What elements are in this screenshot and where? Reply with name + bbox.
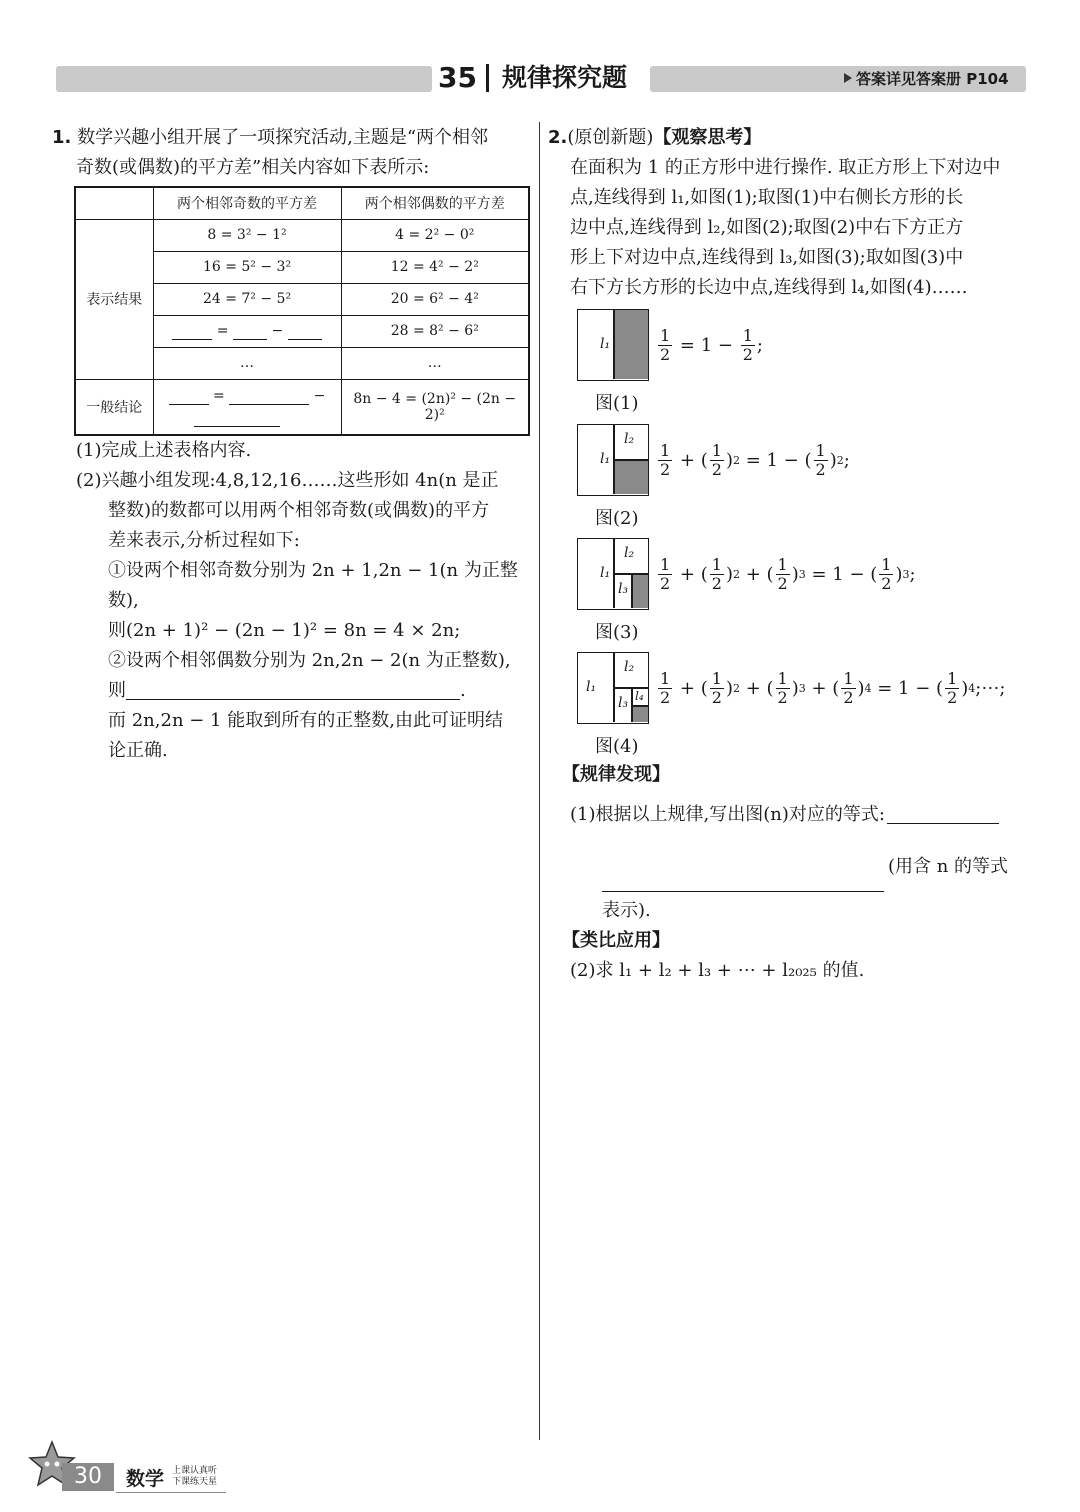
answer-blank-2[interactable] xyxy=(602,868,884,898)
answer-reference: 答案详见答案册 P104 xyxy=(844,66,1009,92)
q1-stem-line2: 奇数(或偶数)的平方差”相关内容如下表所示: xyxy=(76,157,430,178)
q2-part2: (2)求 l₁ + l₂ + l₃ + ⋯ + l₂₀₂₅ 的值. xyxy=(570,960,865,981)
figure-caption-1: 图(1) xyxy=(595,393,639,414)
figure-caption-2: 图(2) xyxy=(595,508,639,529)
equation-1: $\frac{1}{2}$ = 1 − $\frac{1}{2}$ ; xyxy=(660,325,763,364)
q1-part2-line2: 整数)的数都可以用两个相邻奇数(或偶数)的平方 xyxy=(108,500,490,521)
section-title: 规律探究题 xyxy=(502,63,628,92)
table-general-odd-blank[interactable]: = − xyxy=(153,379,341,435)
q2-line4: 形上下对边中点,连线得到 l₃,如图(3);取如图(3)中 xyxy=(570,247,964,268)
page-number: 30 xyxy=(62,1463,114,1491)
footer-rule xyxy=(116,1492,226,1493)
q1-part2-line5: 数), xyxy=(108,590,139,611)
q1-part2-line3: 差来表示,分析过程如下: xyxy=(108,530,300,551)
equation-3: $\frac{1}{2}$ + ( $\frac{1}{2}$ ) 2 + ( $\frac{1}{2}$ ) 3 = 1 − ( $\frac{1}{2}$ ) 3 ; xyxy=(660,554,916,593)
q1-part2-line4: ①设两个相邻奇数分别为 2n + 1,2n − 1(n 为正整 xyxy=(108,560,518,581)
q1-part1: (1)完成上述表格内容. xyxy=(76,440,252,461)
figure-3: l₁ l₂ l₃ xyxy=(577,538,649,610)
label-l1: l₁ xyxy=(600,336,611,352)
footer-slogan: 上课认真听 下课练天星 xyxy=(172,1466,218,1487)
table-row-general-label: 一般结论 xyxy=(75,379,153,435)
figure-1 xyxy=(577,309,649,381)
table-cell-even: … xyxy=(341,347,529,379)
figure-caption-3: 图(3) xyxy=(595,622,639,643)
q2-part1-end: 表示). xyxy=(602,900,651,921)
header-separator xyxy=(486,64,489,92)
table-row-result-label: 表示结果 xyxy=(75,219,153,379)
play-triangle-icon xyxy=(844,73,852,83)
q1-part2-line9: 而 2n,2n − 1 能取到所有的正整数,由此可证明结 xyxy=(108,710,503,731)
table-cell-even: 4 = 2² − 0² xyxy=(341,219,529,251)
figure-2: l₁ l₂ xyxy=(577,424,649,496)
answer-blank[interactable] xyxy=(126,682,460,700)
q1-stem-line1: 1. 数学兴趣小组开展了一项探究活动,主题是“两个相邻 xyxy=(52,127,489,148)
equation-2: $\frac{1}{2}$ + ( $\frac{1}{2}$ ) 2 = 1 − ( $\frac{1}{2}$ ) 2 ; xyxy=(660,440,850,479)
q1-part2-line8: 则 . xyxy=(108,680,466,701)
answer-blank[interactable] xyxy=(887,806,999,824)
table-cell-odd-blank[interactable]: = − xyxy=(153,315,341,347)
subject-label: 数学 xyxy=(126,1468,165,1490)
table-corner xyxy=(75,187,153,219)
q2-part1-tail: (用含 n 的等式 xyxy=(888,856,1009,877)
q2-line2: 点,连线得到 l₁,如图(1);取图(1)中右侧长方形的长 xyxy=(570,187,964,208)
table-cell-odd: … xyxy=(153,347,341,379)
table-cell-even: 20 = 6² − 4² xyxy=(341,283,529,315)
q2-head: 2.(原创新题)【观察思考】 xyxy=(548,127,762,148)
tag-analogy-application: 【类比应用】 xyxy=(562,930,670,951)
equation-4: $\frac{1}{2}$ + ( $\frac{1}{2}$ ) 2 + ( $\frac{1}{2}$ ) 3 + ( $\frac{1}{2}$ ) 4 = 1 − ( $\frac{1}{2}$ ) 4 ;⋯; xyxy=(660,668,1006,707)
table-header-odd: 两个相邻奇数的平方差 xyxy=(153,187,341,219)
table-general-even: 8n − 4 = (2n)² − (2n − 2)² xyxy=(341,379,529,435)
q2-line3: 边中点,连线得到 l₂,如图(2);取图(2)中右下方正方 xyxy=(570,217,964,238)
q2-part1: (1)根据以上规律,写出图(n)对应的等式: xyxy=(570,800,999,830)
figure-caption-4: 图(4) xyxy=(595,736,639,757)
table-cell-odd: 24 = 7² − 5² xyxy=(153,283,341,315)
table-cell-even: 28 = 8² − 6² xyxy=(341,315,529,347)
q1-part2-line7: ②设两个相邻偶数分别为 2n,2n − 2(n 为正整数), xyxy=(108,650,511,671)
tag-pattern-discovery: 【规律发现】 xyxy=(562,764,670,785)
q1-part2-line6: 则(2n + 1)² − (2n − 1)² = 8n = 4 × 2n; xyxy=(108,620,461,641)
label-l4: l₄ xyxy=(635,689,644,703)
figure-4: l₁ l₂ l₃ l₄ xyxy=(577,652,649,724)
q1-part2-line1: (2)兴趣小组发现:4,8,12,16……这些形如 4n(n 是正 xyxy=(76,470,499,491)
label-l2: l₂ xyxy=(624,431,635,447)
table-header-even: 两个相邻偶数的平方差 xyxy=(341,187,529,219)
table-cell-odd: 8 = 3² − 1² xyxy=(153,219,341,251)
q2-line1: 在面积为 1 的正方形中进行操作. 取正方形上下对边中 xyxy=(570,157,1001,178)
table-cell-even: 12 = 4² − 2² xyxy=(341,251,529,283)
table-cell-odd: 16 = 5² − 3² xyxy=(153,251,341,283)
column-divider xyxy=(539,122,540,1440)
q1-part2-line10: 论正确. xyxy=(108,740,168,761)
label-l3: l₃ xyxy=(618,581,629,597)
header-band-left xyxy=(56,66,432,92)
q2-line5: 右下方长方形的长边中点,连线得到 l₄,如图(4)…… xyxy=(570,277,968,298)
section-number: 35 xyxy=(438,61,477,94)
q1-table xyxy=(74,186,530,436)
